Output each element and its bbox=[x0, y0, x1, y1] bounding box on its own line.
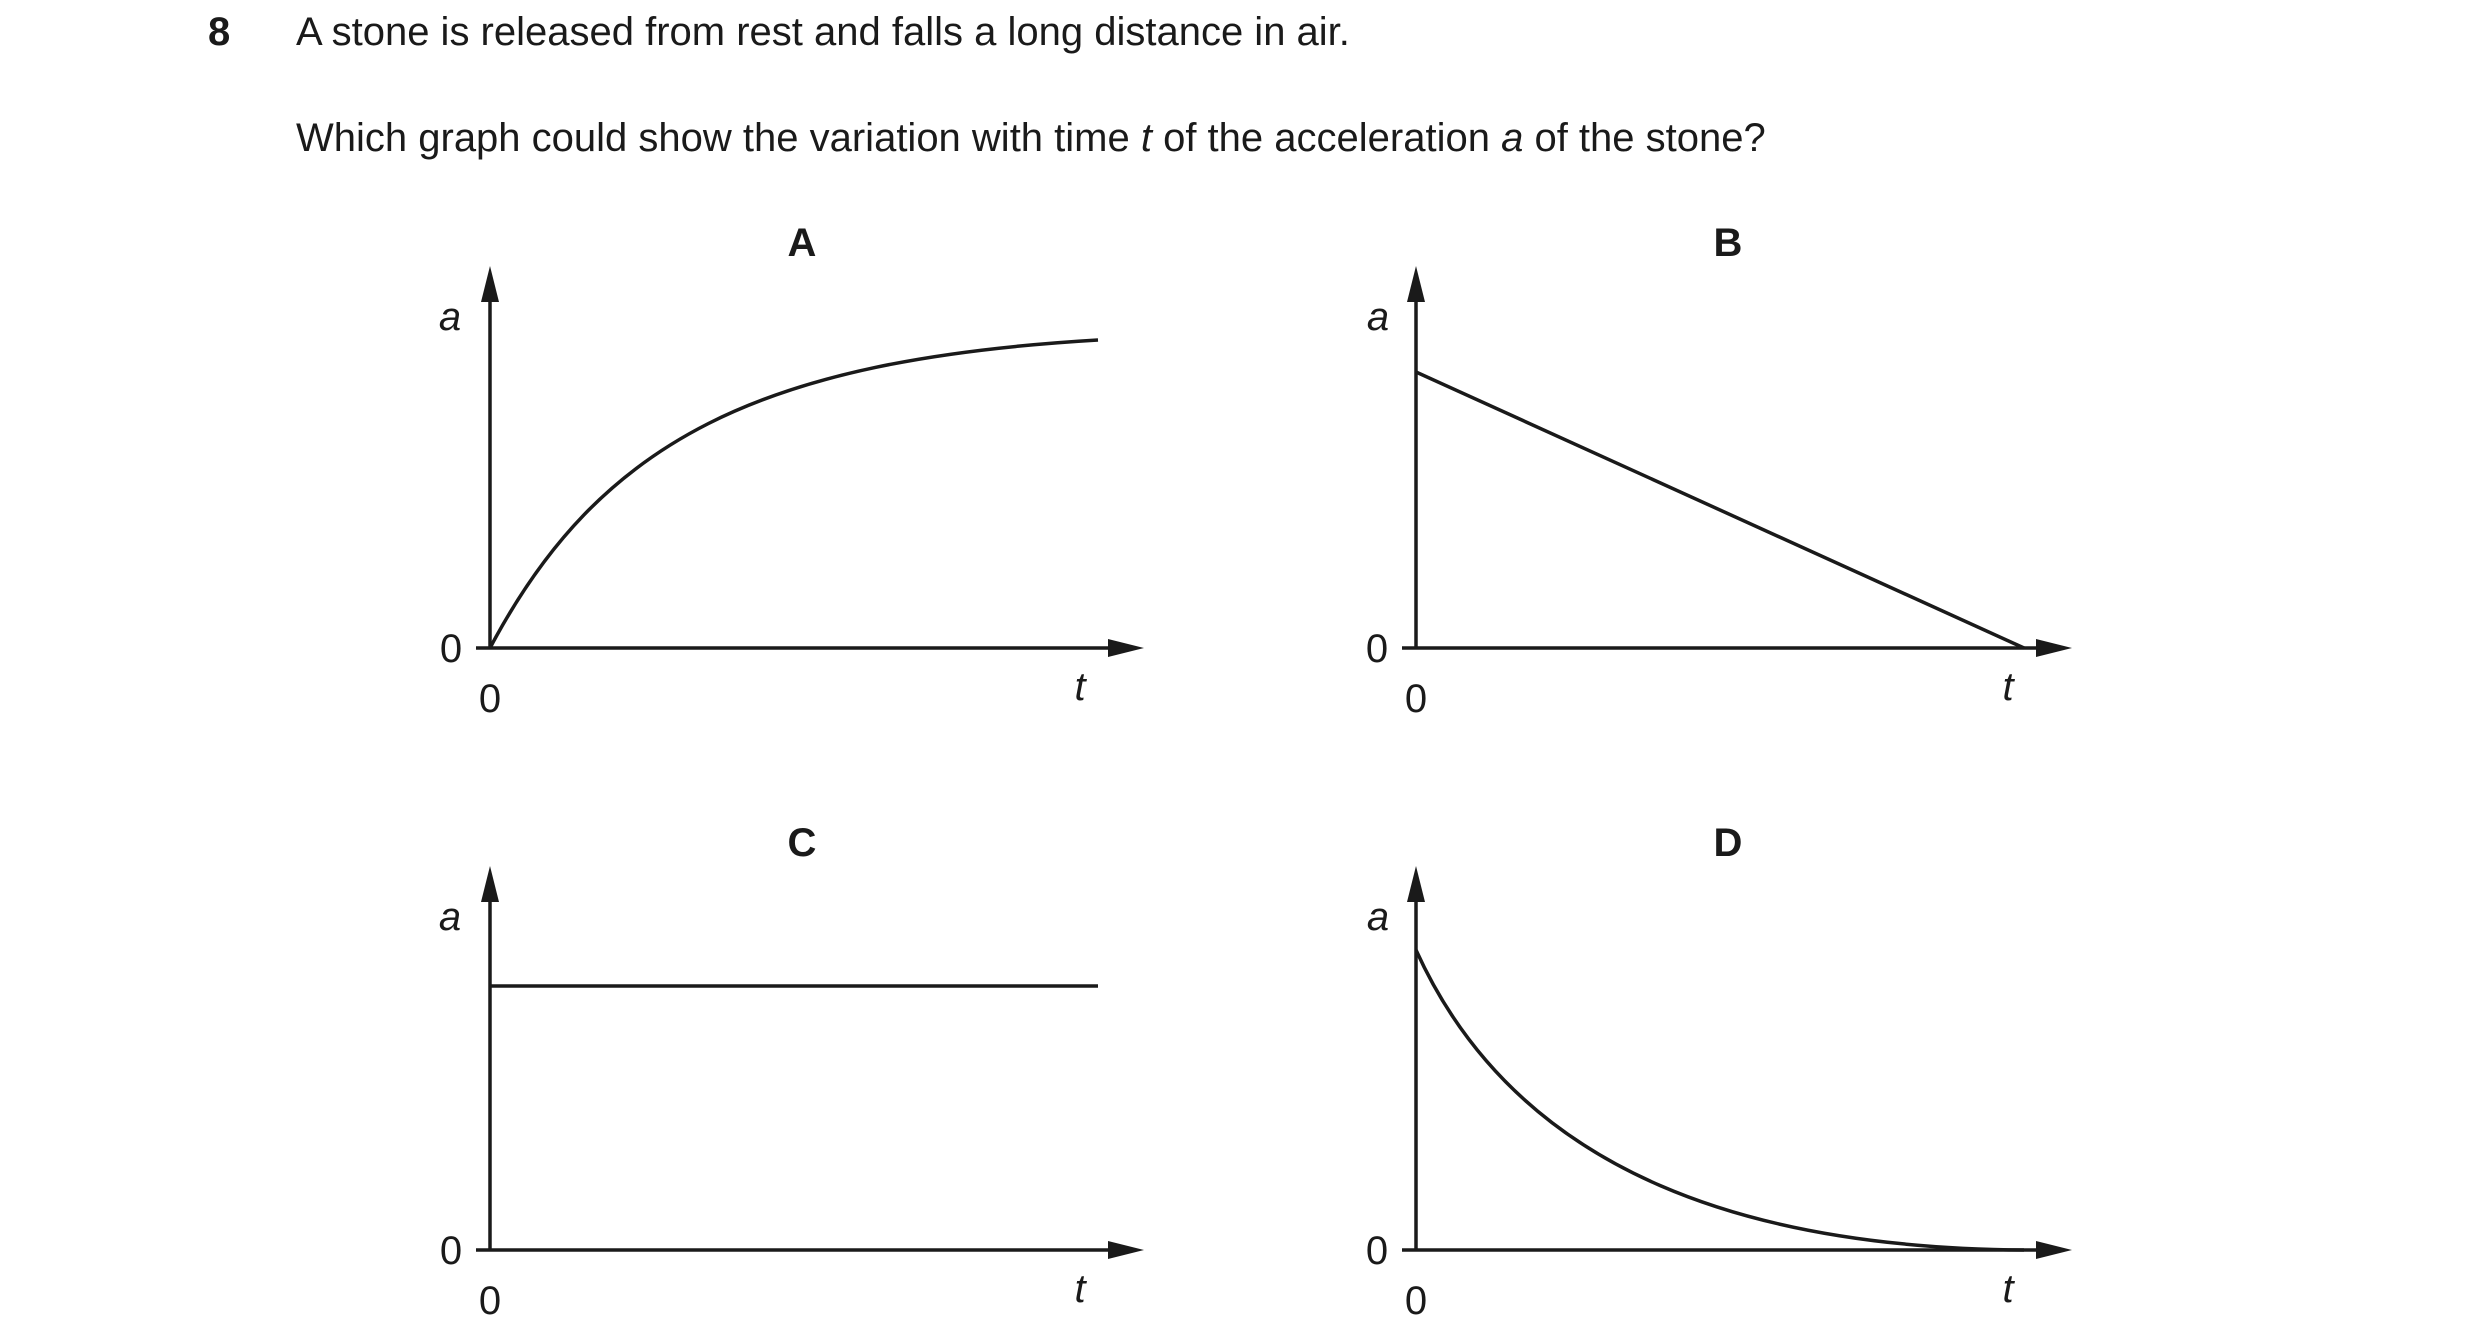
question-number: 8 bbox=[208, 10, 231, 54]
option-b-origin-y-label: 0 bbox=[1365, 627, 1389, 671]
option-b-label: B bbox=[1713, 221, 1743, 265]
option-d-origin-x-label: 0 bbox=[1404, 1279, 1428, 1323]
option-c-y-axis-label: a bbox=[438, 895, 462, 939]
option-c-origin-y-label: 0 bbox=[439, 1229, 463, 1273]
option-d-origin-y-label: 0 bbox=[1365, 1229, 1389, 1273]
prompt-variable-a: a bbox=[1501, 116, 1524, 160]
prompt-part: Which graph could show the variation with time bbox=[296, 116, 1141, 160]
option-a-x-axis-label: t bbox=[1074, 665, 1086, 709]
option-a-y-axis-label: a bbox=[438, 295, 462, 339]
option-c-x-axis-label: t bbox=[1074, 1267, 1086, 1311]
option-c-y-arrow bbox=[481, 866, 499, 902]
option-d-x-axis-label: t bbox=[2002, 1267, 2014, 1311]
option-d-label: D bbox=[1713, 821, 1743, 865]
option-d-y-arrow bbox=[1407, 866, 1425, 902]
option-d-x-arrow bbox=[2036, 1241, 2072, 1259]
option-a-curve bbox=[490, 340, 1098, 648]
prompt-part: of the stone? bbox=[1523, 116, 1766, 160]
option-b-line bbox=[1416, 372, 2024, 648]
question-stem: A stone is released from rest and falls a long distance in air. bbox=[296, 10, 1350, 54]
option-d-y-axis-label: a bbox=[1366, 895, 1390, 939]
option-a-graph[interactable] bbox=[439, 221, 1144, 721]
prompt-part: of the acceleration bbox=[1151, 116, 1502, 160]
option-b-x-arrow bbox=[2036, 639, 2072, 657]
option-b-graph[interactable] bbox=[1366, 221, 2072, 721]
option-a-origin-x-label: 0 bbox=[478, 677, 502, 721]
option-b-y-arrow bbox=[1407, 266, 1425, 302]
option-c-origin-x-label: 0 bbox=[478, 1279, 502, 1323]
option-d-graph[interactable] bbox=[1366, 821, 2072, 1323]
option-b-x-axis-label: t bbox=[2002, 665, 2014, 709]
option-c-graph[interactable] bbox=[439, 821, 1144, 1323]
option-c-label: C bbox=[787, 821, 817, 865]
option-a-x-arrow bbox=[1108, 639, 1144, 657]
prompt-variable-t: t bbox=[1140, 116, 1152, 160]
option-a-y-arrow bbox=[481, 266, 499, 302]
option-a-label: A bbox=[787, 221, 817, 265]
option-c-x-arrow bbox=[1108, 1241, 1144, 1259]
option-a-origin-y-label: 0 bbox=[439, 627, 463, 671]
option-b-y-axis-label: a bbox=[1366, 295, 1390, 339]
option-d-curve bbox=[1416, 950, 2024, 1250]
option-b-origin-x-label: 0 bbox=[1404, 677, 1428, 721]
